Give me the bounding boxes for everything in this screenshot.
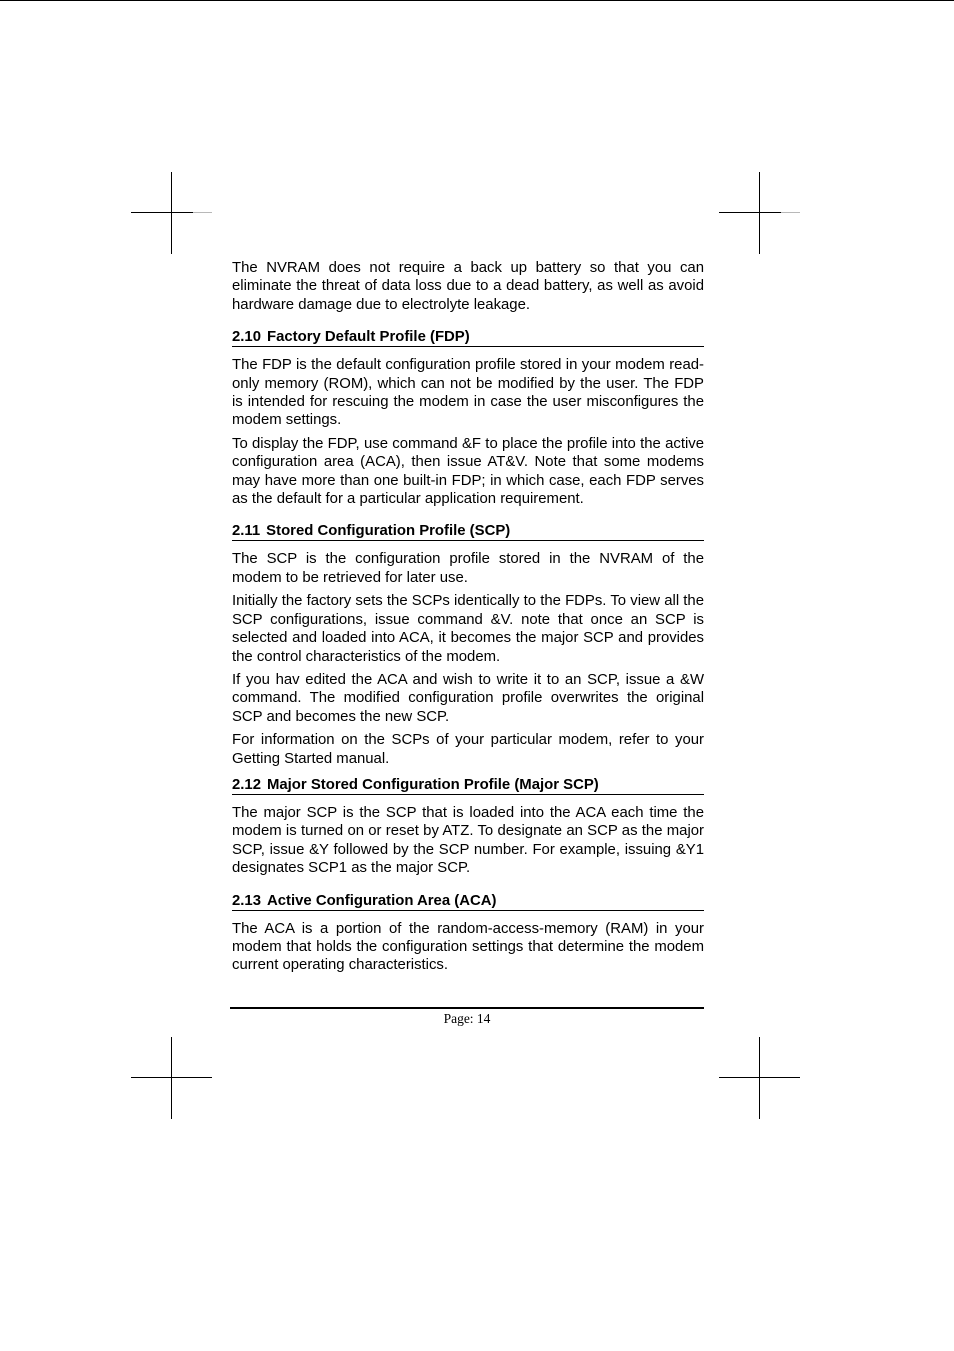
section-number: 2.10 (232, 329, 261, 346)
section-title: Stored Configuration Profile (SCP) (266, 523, 511, 540)
section-title: Factory Default Profile (FDP) (266, 329, 470, 346)
paragraph: The ACA is a portion of the random-access-memory (RAM) in your modem that holds the configuration settings that determine the modem current operating characteristics. (232, 920, 704, 974)
paragraph: Initially the factory sets the SCPs identically to the FDPs. To view all the SCP configurations, issue command &V. note that once an SCP is selected and loaded into ACA, it becomes the major SCP and provides the control characteristics of the modem. (232, 593, 704, 665)
section-number: 2.11 (232, 523, 261, 540)
paragraph: For information on the SCPs of your particular modem, refer to your Getting Started manual. (232, 732, 704, 767)
paragraph: If you hav edited the ACA and wish to write it to an SCP, issue a &W command. The modified configuration profile overwrites the original SCP and becomes the new SCP. (232, 671, 704, 725)
page-number: Page: 14 (443, 1011, 491, 1026)
section-heading-2-13 (232, 892, 704, 911)
crop-mark-top-left (131, 172, 212, 254)
paragraph: The SCP is the configuration profile stored in the NVRAM of the modem to be retrieved for later use. (232, 551, 704, 586)
crop-mark-bottom-left (131, 1037, 212, 1119)
intro-paragraph: The NVRAM does not require a back up battery so that you can eliminate the threat of data loss due to a dead battery, as well as avoid hardware damage due to electrolyte leakage. (232, 260, 704, 313)
section-number: 2.12 (232, 776, 261, 793)
crop-mark-top-right (719, 172, 800, 254)
top-edge-rule (0, 0, 954, 1)
crop-mark-bottom-right (719, 1037, 800, 1119)
paragraph: The FDP is the default configuration profile stored in your modem read-only memory (ROM), which can not be modified by the user. The FDP is intended for rescuing the modem in case the user misconfigures the modem settings. (232, 357, 704, 429)
paragraph: The major SCP is the SCP that is loaded into the ACA each time the modem is turned on or reset by ATZ. To designate an SCP as the major SCP, issue &Y followed by the SCP number. For example, issuing &Y1 designates SCP1 as the major SCP. (232, 804, 704, 877)
page-body (232, 259, 704, 975)
section-heading-2-10 (232, 328, 704, 347)
section-heading-2-11 (232, 522, 704, 541)
section-title: Major Stored Configuration Profile (Major SCP) (266, 776, 599, 793)
section-number: 2.13 (232, 892, 261, 909)
section-title: Active Configuration Area (ACA) (266, 892, 497, 909)
footer-rule (230, 1007, 704, 1009)
section-heading-2-12 (232, 776, 704, 795)
paragraph: To display the FDP, use command &F to place the profile into the active configuration area (ACA), then issue AT&V. Note that some modems may have more than one built-in FDP; in which case, each FDP serves as the default for a particular application requirement. (232, 435, 704, 508)
